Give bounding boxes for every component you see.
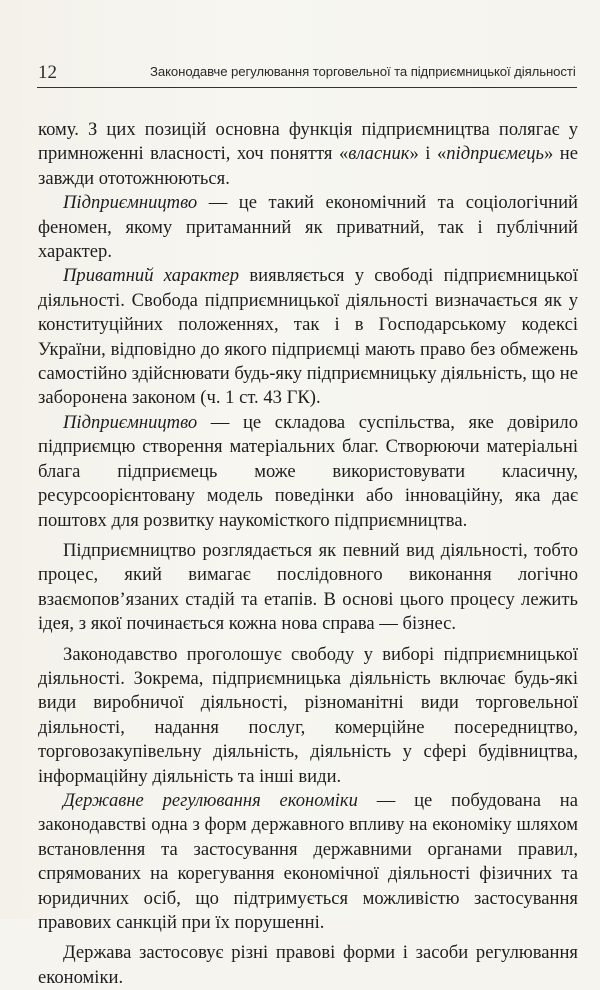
body-text [38,118,578,990]
paragraph [38,941,578,990]
page-number: 12 [38,62,57,83]
text-run: кому. З цих позицій основна функція підприємництва полягає у примноженні власності, хоч поняття « [38,119,578,165]
italic-term: власник [348,143,410,165]
paragraph [38,789,578,935]
text-run: — це такий економічний та соціологічний феномен, якому притаманний як приватний, так і публічний характер. [38,192,578,263]
italic-term: Підприємництво [63,192,198,214]
text-run: виявляється у свободі підприємницької діяльності. Свобода підприємницької діяльності визначається як у конституційних положеннях, так і в Господарському кодексі України, відповідно до якого підприємці мають право без обмежень самостійно здійснювати будь-яку підприємницьку діяльність, що не заборонена законом (ч. 1 ст. 43 ГК). [38,265,578,409]
italic-term: Підприємництво [63,411,198,433]
paragraph [38,264,578,410]
text-run: » і « [409,143,447,165]
text-run: » не завжди ототожнюються. [38,143,579,189]
italic-term: Приватний характер [63,265,240,287]
paragraph [38,539,578,637]
text-run: Законодавство проголошує свободу у виборі підприємницької діяльності. Зокрема, підприємницька діяльність включає будь-які види виробничої діяльності, різноманітні види торговельної діяльності, надання послуг, комерційне посередництво, торговозакупівельну діяльність, діяльність у сфері будівництва, інформаційну діяльність та інші види. [38,643,578,787]
paragraph [38,191,578,264]
text-run: Держава застосовує різні правові форми і засоби регулювання економіки. [38,942,578,988]
text-run: — це складова суспільства, яке довірило підприємцю створення матеріальних благ. Створюючи матеріальні блага підприємець може використовувати класичну, ресурсоорієнтовану модель поведінки або інноваційну, яка дає поштовх для розвитку наукомісткого підприємництва. [38,411,578,531]
text-run: Підприємництво розглядається як певний вид діяльності, тобто процес, який вимагає послідовного виконання логічно взаємопов’язаних стадій та етапів. В основі цього процесу лежить ідея, з якої починається кожна нова справа — бізнес. [38,539,578,635]
italic-term: Державне регулювання економіки [63,789,358,811]
paragraph [38,411,578,533]
text-run: — це побудована на законодавстві одна з форм державного впливу на економіку шляхом встановлення та застосування державними органами правил, спрямованих на корегування економічної діяльності фізичних та юридичних осіб, що підтримується можливістю застосування правових санкцій при їх порушенні. [38,789,578,933]
paragraph [38,643,578,789]
running-title: Законодавче регулювання торговельної та підприємницької діяльності [150,64,576,79]
italic-term: підприємець [446,143,544,165]
paragraph [38,118,578,191]
header-rule [37,87,577,88]
